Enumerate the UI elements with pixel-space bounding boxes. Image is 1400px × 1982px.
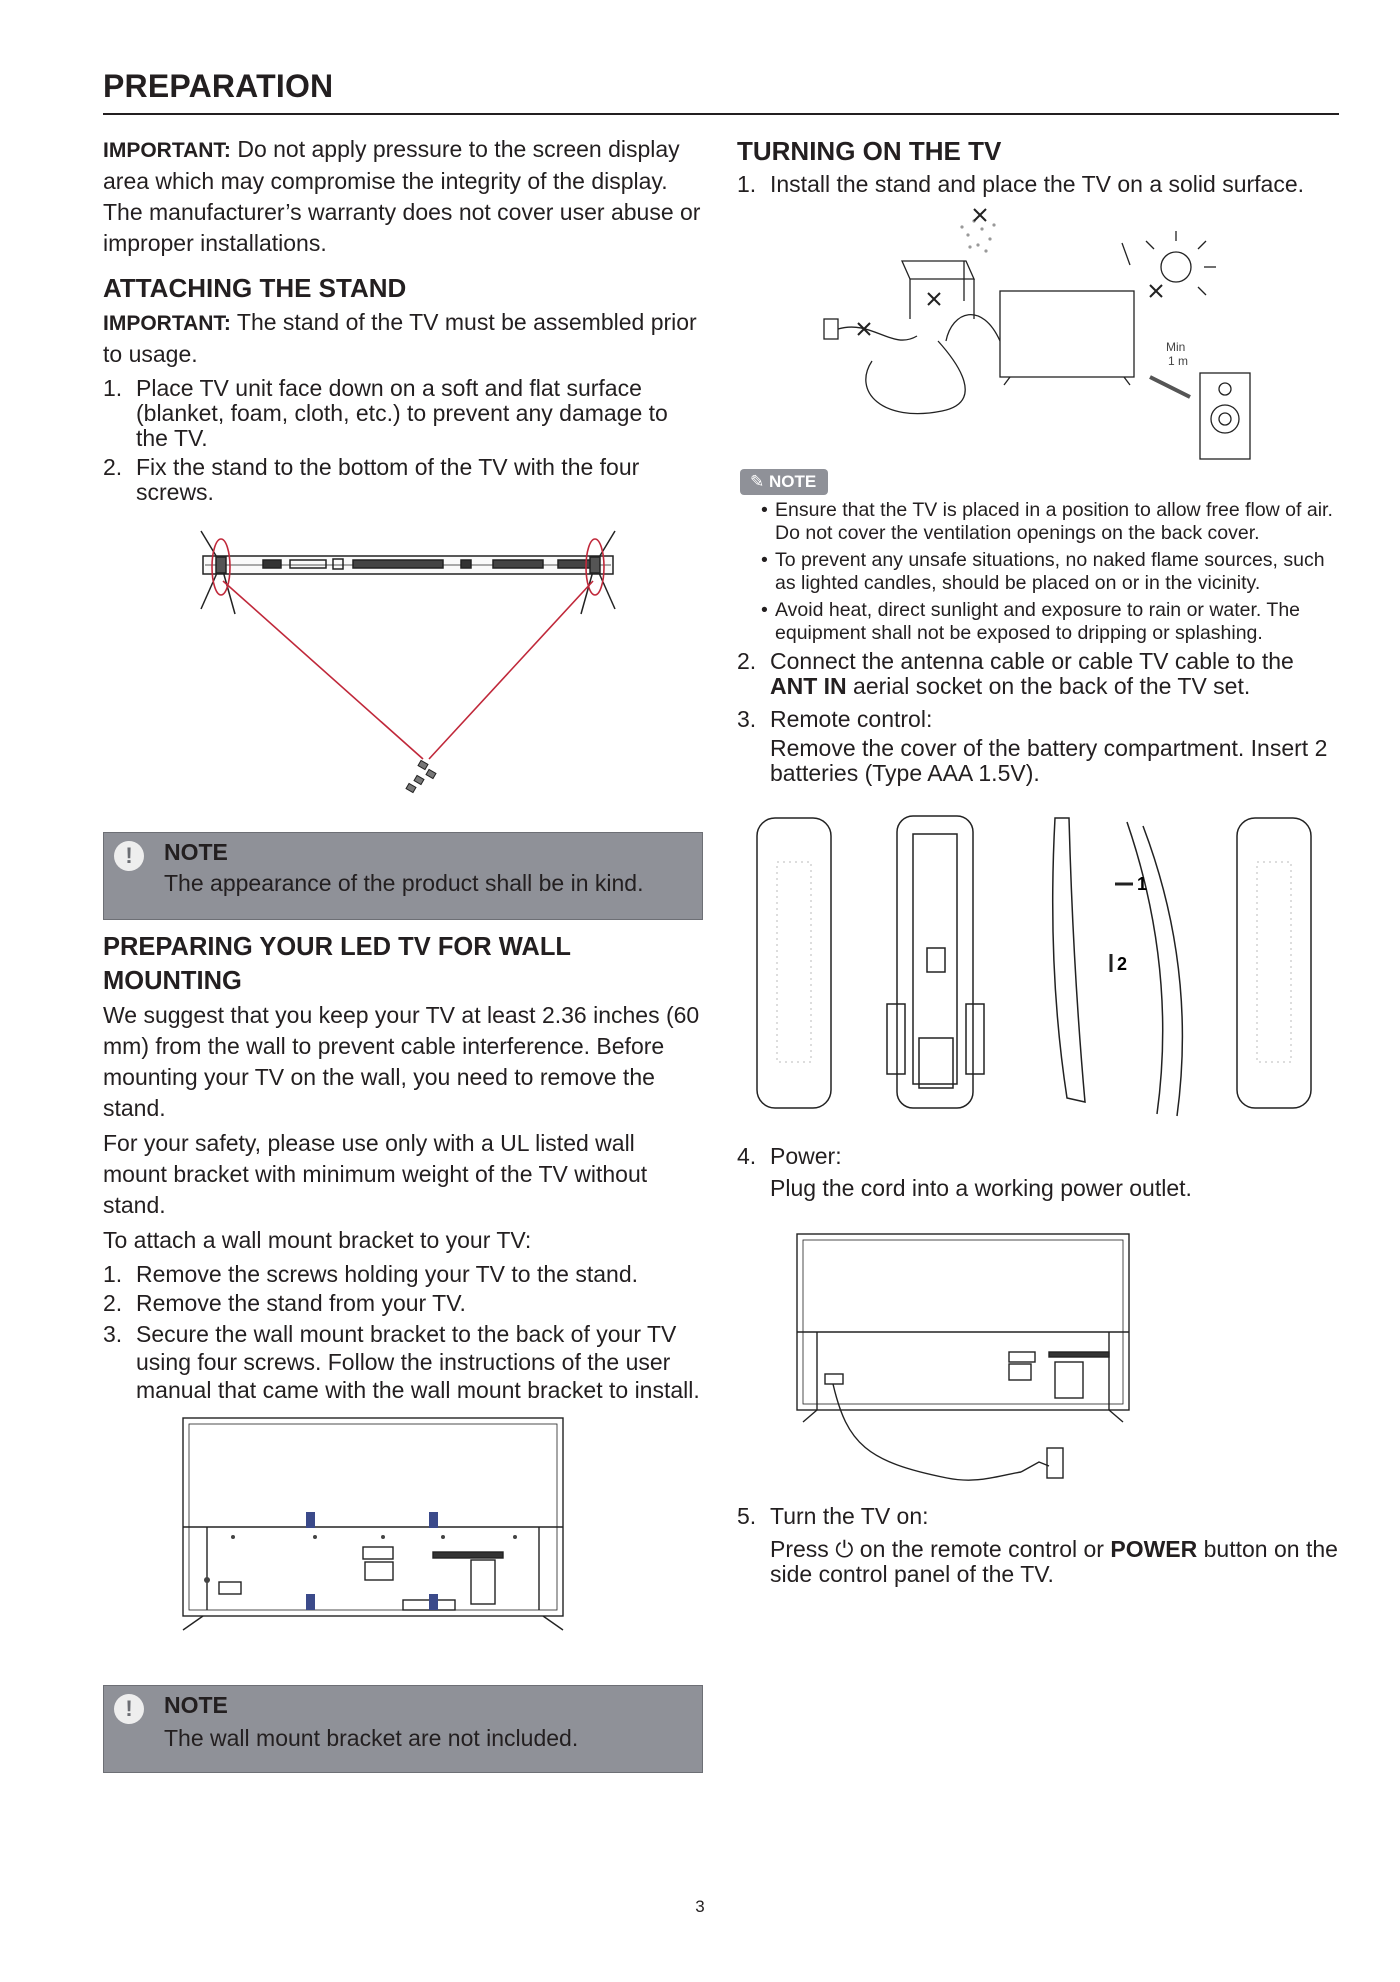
step-number: 2. bbox=[103, 454, 123, 480]
important-warning bbox=[103, 134, 703, 259]
list-item: • To prevent any unsafe situations, no naked flame sources, such as lighted candles, should be placed on or in the vicinity. bbox=[761, 549, 1347, 595]
step-text: Connect the antenna cable or cable TV cable to the bbox=[770, 648, 1294, 674]
turning-on-heading: TURNING ON THE TV bbox=[737, 136, 1002, 166]
note-text: The appearance of the product shall be in kind. bbox=[164, 870, 644, 896]
wall-mounting-heading: PREPARING YOUR LED TV FOR WALL MOUNTING bbox=[103, 933, 571, 995]
list-item bbox=[737, 1144, 1347, 1169]
list-item bbox=[103, 455, 703, 505]
step-number: 3. bbox=[737, 706, 757, 732]
step-number: 5. bbox=[737, 1503, 757, 1529]
step-text: aerial socket on the back of the TV set. bbox=[846, 673, 1251, 699]
distance-label: 1 m bbox=[1168, 354, 1189, 368]
step-text: Install the stand and place the TV on a solid surface. bbox=[770, 171, 1305, 197]
step-number: 2. bbox=[737, 648, 757, 674]
wall-steps bbox=[103, 1262, 703, 1404]
step-text: on the remote control or bbox=[853, 1536, 1111, 1562]
note-box-appearance bbox=[103, 832, 703, 920]
min-label: Min bbox=[1166, 340, 1186, 354]
important-text: Do not apply pressure to the screen display area which may compromise the integrity of the display. The manufacturer’s warranty does not cover user abuse or improper installations. bbox=[103, 136, 701, 256]
pencil-icon: ✎ bbox=[750, 472, 765, 491]
left-column bbox=[103, 134, 703, 1773]
step-number: 3. bbox=[103, 1321, 123, 1347]
page-title: PREPARATION bbox=[103, 68, 334, 104]
note-section bbox=[737, 469, 1347, 645]
list-item bbox=[737, 707, 1347, 732]
ant-in-label: ANT IN bbox=[770, 673, 847, 699]
list-item bbox=[737, 649, 1347, 699]
step-text: Place TV unit face down on a soft and flat surface (blanket, foam, cloth, etc.) to prevent any damage to the TV. bbox=[136, 375, 668, 451]
attaching-stand-heading: ATTACHING THE STAND bbox=[103, 273, 407, 303]
step-label: Remote control: bbox=[770, 706, 933, 732]
important-label: IMPORTANT: bbox=[103, 139, 231, 162]
title-divider bbox=[103, 113, 1339, 115]
turning-on-steps bbox=[737, 649, 1347, 732]
step-number: 1. bbox=[737, 171, 757, 197]
tv-back-wall-mount-illustration bbox=[103, 1412, 703, 1657]
stand-steps bbox=[103, 376, 703, 505]
note-title: NOTE bbox=[164, 839, 228, 865]
page-number: 3 bbox=[695, 1897, 705, 1916]
note-badge-label: NOTE bbox=[768, 472, 817, 491]
step-text: Fix the stand to the bottom of the TV with the four screws. bbox=[136, 454, 640, 505]
power-icon: ⏻ bbox=[835, 1536, 854, 1562]
stand-important bbox=[103, 307, 703, 370]
arrow-1-label: 1 bbox=[1137, 874, 1148, 894]
step-number: 1. bbox=[103, 1261, 123, 1287]
exclamation-icon: ! bbox=[114, 841, 144, 871]
step-label: Turn the TV on: bbox=[770, 1503, 929, 1529]
stand-attachment-illustration bbox=[103, 519, 703, 819]
power-step bbox=[737, 1144, 1347, 1169]
step-label: Power: bbox=[770, 1143, 842, 1169]
power-button-label: POWER bbox=[1110, 1536, 1198, 1562]
note-bullets bbox=[761, 499, 1347, 645]
arrow-2-label: 2 bbox=[1117, 954, 1128, 974]
list-item: • Avoid heat, direct sunlight and exposure to rain or water. The equipment shall not be exposed to dripping or splashing. bbox=[761, 599, 1347, 645]
list-item bbox=[737, 1504, 1347, 1529]
list-item bbox=[103, 1291, 703, 1316]
note-box-bracket bbox=[103, 1685, 703, 1773]
note-badge bbox=[740, 469, 828, 495]
list-item bbox=[737, 172, 1347, 197]
remote-instructions: Remove the cover of the battery compartment. Insert 2 batteries (Type AAA 1.5V). bbox=[770, 735, 1328, 786]
tv-placement-diagram bbox=[742, 201, 1342, 463]
list-item bbox=[103, 376, 703, 451]
exclamation-icon: ! bbox=[114, 1694, 144, 1724]
wall-paragraph-3: To attach a wall mount bracket to your TV: bbox=[103, 1227, 532, 1253]
remote-battery-illustration bbox=[737, 798, 1347, 1134]
turn-on-instructions bbox=[737, 1537, 1347, 1587]
stand-important-text: The stand of the TV must be assembled prior to usage. bbox=[103, 309, 697, 367]
note-text: The wall mount bracket are not included. bbox=[164, 1725, 579, 1751]
list-item bbox=[103, 1262, 703, 1287]
power-instructions: Plug the cord into a working power outlet. bbox=[770, 1175, 1192, 1201]
right-column bbox=[737, 134, 1347, 1587]
step-number: 4. bbox=[737, 1143, 757, 1169]
step-text: Press bbox=[770, 1536, 836, 1562]
stand-important-label: IMPORTANT: bbox=[103, 312, 231, 335]
list-item: • Ensure that the TV is placed in a position to allow free flow of air. Do not cover the ventilation openings on the back cover. bbox=[761, 499, 1347, 545]
turning-on-step-1 bbox=[737, 172, 1347, 197]
step-text: button on the side control panel of the TV. bbox=[770, 1536, 1338, 1587]
step-number: 2. bbox=[103, 1290, 123, 1316]
wall-paragraph-2: For your safety, please use only with a UL listed wall mount bracket with minimum weight of the TV without stand. bbox=[103, 1130, 648, 1218]
step-text: Remove the screws holding your TV to the stand. bbox=[136, 1261, 639, 1287]
list-item bbox=[103, 1320, 703, 1404]
turn-on-step bbox=[737, 1504, 1347, 1529]
step-number: 1. bbox=[103, 375, 123, 401]
tv-power-cord-illustration bbox=[737, 1214, 1347, 1496]
step-text: Secure the wall mount bracket to the back of your TV using four screws. Follow the instructions of the user manual that came with the wall mount bracket to install. bbox=[136, 1321, 700, 1403]
step-text: Remove the stand from your TV. bbox=[136, 1290, 466, 1316]
note-title: NOTE bbox=[164, 1692, 228, 1718]
wall-paragraph-1: We suggest that you keep your TV at least 2.36 inches (60 mm) from the wall to prevent cable interference. Before mounting your TV on the wall, you need to remove the stand. bbox=[103, 1002, 700, 1121]
